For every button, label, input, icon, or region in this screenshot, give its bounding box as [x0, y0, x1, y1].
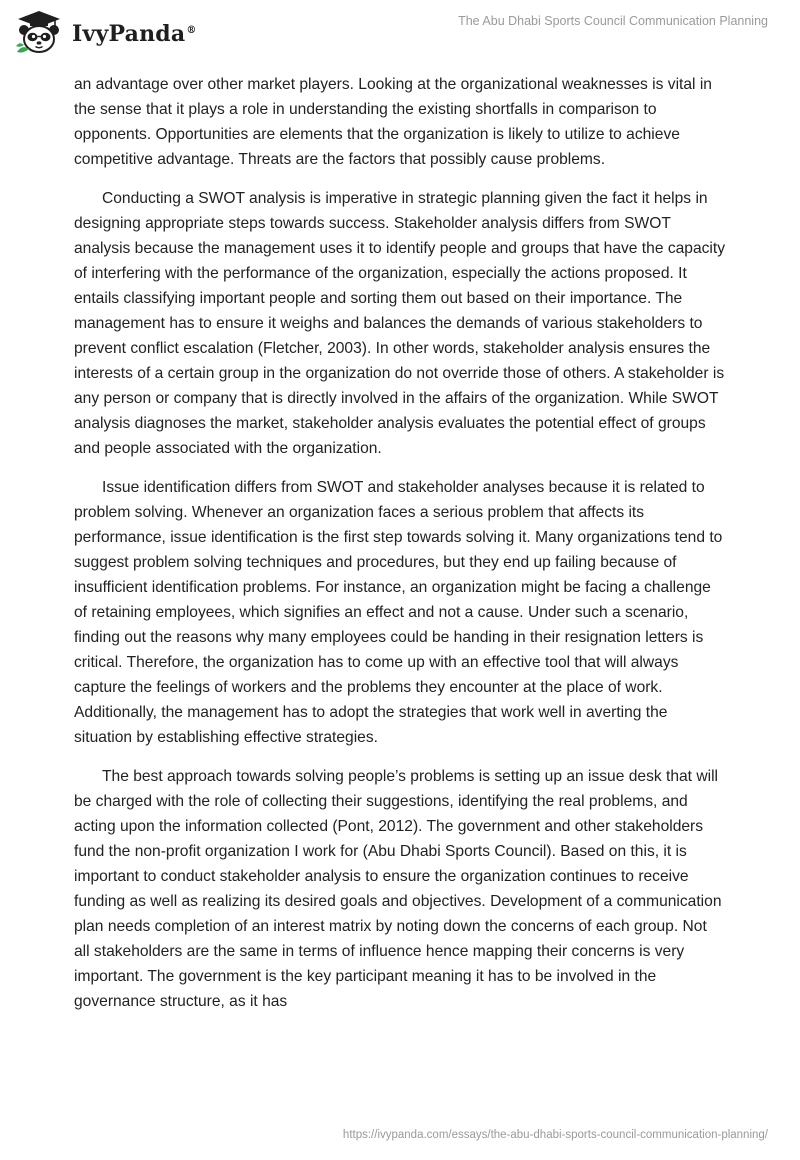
panda-graduate-logo-icon — [14, 8, 64, 58]
registered-mark: ® — [186, 24, 197, 36]
essay-body — [74, 72, 726, 1028]
paragraph-swot-stakeholder: Conducting a SWOT analysis is imperative in strategic planning given the fact it helps in designing appropriate steps towards success. Stakeholder analysis differs from SWOT analysis because the management uses it to identify people and groups that have the capacity of interfering with the performance of the organization, especially the actions proposed. It entails classifying important people and sorting them out based on their importance. The management has to ensure it weighs and balances the demands of various stakeholders to prevent conflict escalation (Fletcher, 2003). In other words, stakeholder analysis ensures the interests of a certain group in the organization do not override those of others. A stakeholder is any person or company that is directly involved in the affairs of the organization. While SWOT analysis diagnoses the market, stakeholder analysis evaluates the potential effect of groups and people associated with the organization. — [74, 190, 726, 457]
page-header — [0, 0, 800, 70]
paragraph-continuation: an advantage over other market players. Looking at the organizational weaknesses is vital in the sense that it plays a role in understanding the existing shortfalls in comparison to opponents. Opportunities are elements that the organization is likely to utilize to achieve competitive advantage. Threats are the factors that possibly cause problems. — [74, 76, 712, 168]
document-title: The Abu Dhabi Sports Council Communication Planning — [458, 14, 768, 28]
paragraph-issue-desk: The best approach towards solving people’s problems is setting up an issue desk that will be charged with the role of collecting their suggestions, identifying the real problems, and acting upon the information collected (Pont, 2012). The government and other stakeholders fund the non-profit organization I work for (Abu Dhabi Sports Council). Based on this, it is important to conduct stakeholder analysis to ensure the organization continues to receive funding as well as realizing its desired goals and objectives. Development of a communication plan needs completion of an interest matrix by noting down the concerns of each group. Not all stakeholders are the same in terms of influence hence mapping their concerns is very important. The government is the key participant meaning it has to be involved in the governance structure, as it has — [74, 768, 722, 1010]
ivypanda-logo[interactable] — [14, 8, 197, 58]
source-url[interactable]: https://ivypanda.com/essays/the-abu-dhabi-sports-council-communication-planning/ — [342, 1129, 768, 1141]
brand-name: IvyPanda® — [72, 21, 197, 47]
paragraph-issue-identification: Issue identification differs from SWOT and stakeholder analyses because it is related to problem solving. Whenever an organization faces a serious problem that affects its performance, issue identification is the first step towards solving it. Many organizations tend to suggest problem solving techniques and procedures, but they end up failing because of insufficient identification problems. For instance, an organization might be facing a challenge of retaining employees, which signifies an effect and not a cause. Under such a scenario, finding out the reasons why many employees could be handing in their resignation letters is critical. Therefore, the organization has to come up with an effective tool that will always capture the feelings of workers and the problems they encounter at the place of work. Additionally, the management has to adopt the strategies that work well in averting the situation by establishing effective strategies. — [74, 479, 723, 746]
